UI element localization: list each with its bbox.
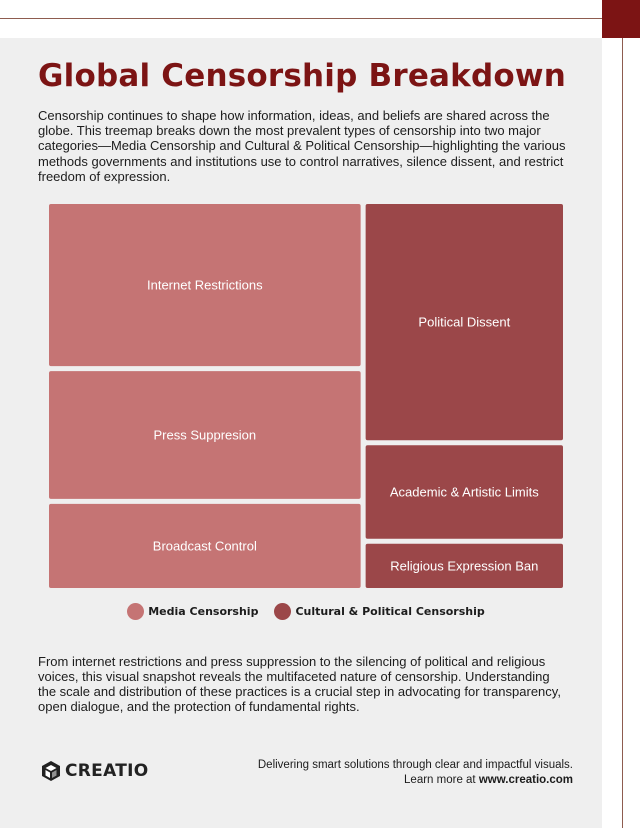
legend-item-media (127, 603, 258, 620)
conclusion-paragraph: From internet restrictions and press suppression to the silencing of political and religious voices, this visual snapshot reveals the multifaceted nature of censorship. Understanding the scale and distribution of these practices is a crucial step in advocating for transparency, open dialogue, and the protection of fundamental rights. (38, 654, 561, 714)
legend-label-media: Media Censorship (148, 605, 259, 618)
tile-label-political-dissent: Political Dissent (418, 314, 511, 330)
cube-logo-icon (40, 760, 62, 782)
tile-label-academic-artistic-limits: Academic & Artistic Limits (389, 484, 539, 500)
tile-label-broadcast-control: Broadcast Control (152, 538, 257, 554)
page-title: Global Censorship Breakdown (38, 58, 566, 94)
chart-legend (0, 603, 612, 620)
intro-paragraph: Censorship continues to shape how information, ideas, and beliefs are shared across the globe. This treemap breaks down the most prevalent types of censorship into two major categories—Media Censorship and Cultural & Political Censorship—highlighting the various methods governments and institutions use to control narratives, silence dissent, and restrict freedom of expression. (38, 108, 566, 184)
footer-note (243, 758, 573, 788)
tile-label-religious-expression-ban: Religious Expression Ban (390, 558, 539, 574)
legend-label-cultural: Cultural & Political Censorship (295, 605, 485, 618)
brand-logo[interactable] (40, 760, 149, 782)
footer-link[interactable]: www.creatio.com (478, 774, 573, 786)
tile-label-press-suppresion: Press Suppresion (153, 427, 257, 443)
legend-swatch-cultural (274, 603, 291, 620)
legend-item-cultural (274, 603, 484, 620)
legend-swatch-media (127, 603, 144, 620)
tile-label-internet-restrictions: Internet Restrictions (147, 277, 263, 293)
footer-note-text: Delivering smart solutions through clear and impactful visuals. Learn more at (257, 759, 573, 786)
logo-wordmark: CREATIO (65, 761, 149, 781)
